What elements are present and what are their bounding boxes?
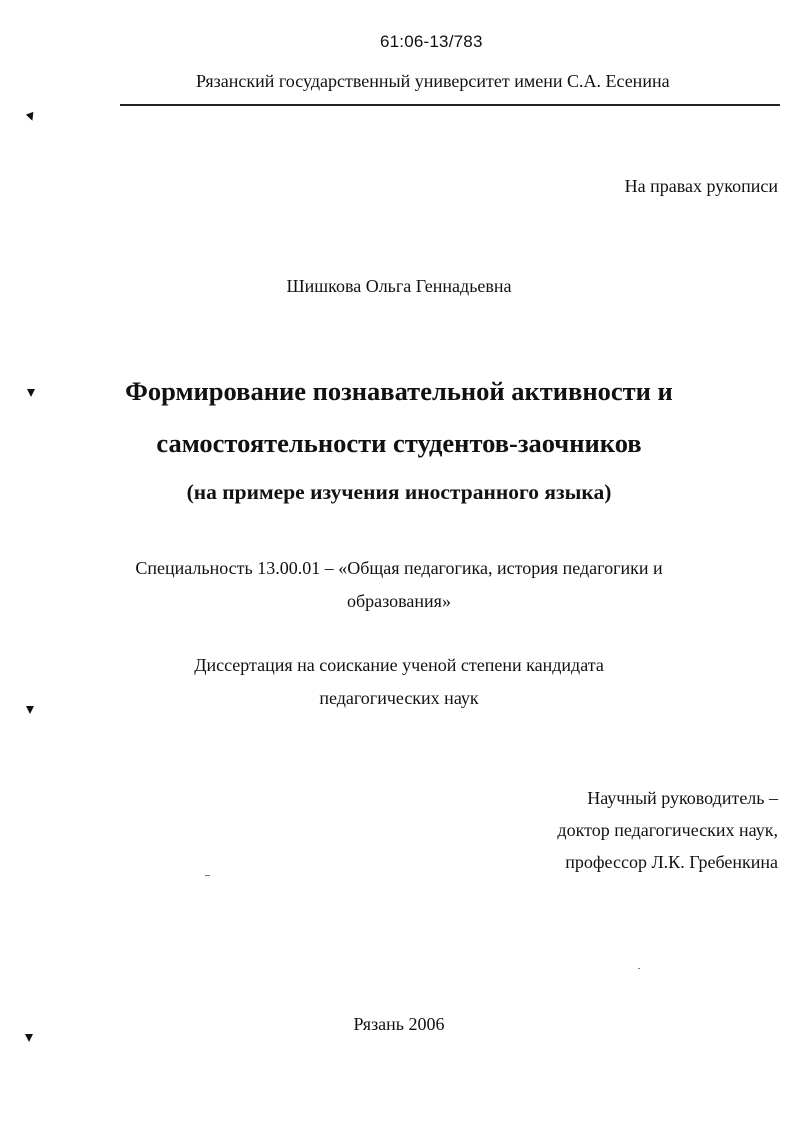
scan-speck	[638, 968, 640, 969]
title-subtitle: (на примере изучения иностранного языка)	[186, 480, 612, 504]
manuscript-note: На правах рукописи	[624, 176, 778, 196]
supervisor-line-3: профессор Л.К. Гребенкина	[565, 852, 778, 872]
title-line-2: самостоятельности студентов-заочников	[156, 428, 642, 458]
dissertation-line-1: Диссертация на соискание ученой степени кандидата	[194, 655, 604, 675]
scan-mark-icon	[26, 706, 34, 714]
scan-mark-icon	[25, 1034, 33, 1042]
archive-code: 61:06-13/783	[380, 32, 483, 51]
title-line-1: Формирование познавательной активности и	[125, 376, 673, 406]
scan-mark-icon	[26, 112, 36, 122]
dissertation-line-2: педагогических наук	[319, 688, 479, 708]
specialty-line-2: образования»	[347, 591, 451, 611]
specialty-line-1: Специальность 13.00.01 – «Общая педагогика, история педагогики и	[135, 558, 663, 578]
scan-mark-icon	[27, 389, 35, 397]
supervisor-line-1: Научный руководитель –	[587, 788, 778, 808]
city-year: Рязань 2006	[353, 1014, 445, 1034]
author-name: Шишкова Ольга Геннадьевна	[286, 276, 512, 296]
scan-speck	[205, 875, 210, 876]
university-name: Рязанский государственный университет имени С.А. Есенина	[196, 71, 670, 91]
header-divider	[120, 104, 780, 106]
supervisor-line-2: доктор педагогических наук,	[557, 820, 778, 840]
